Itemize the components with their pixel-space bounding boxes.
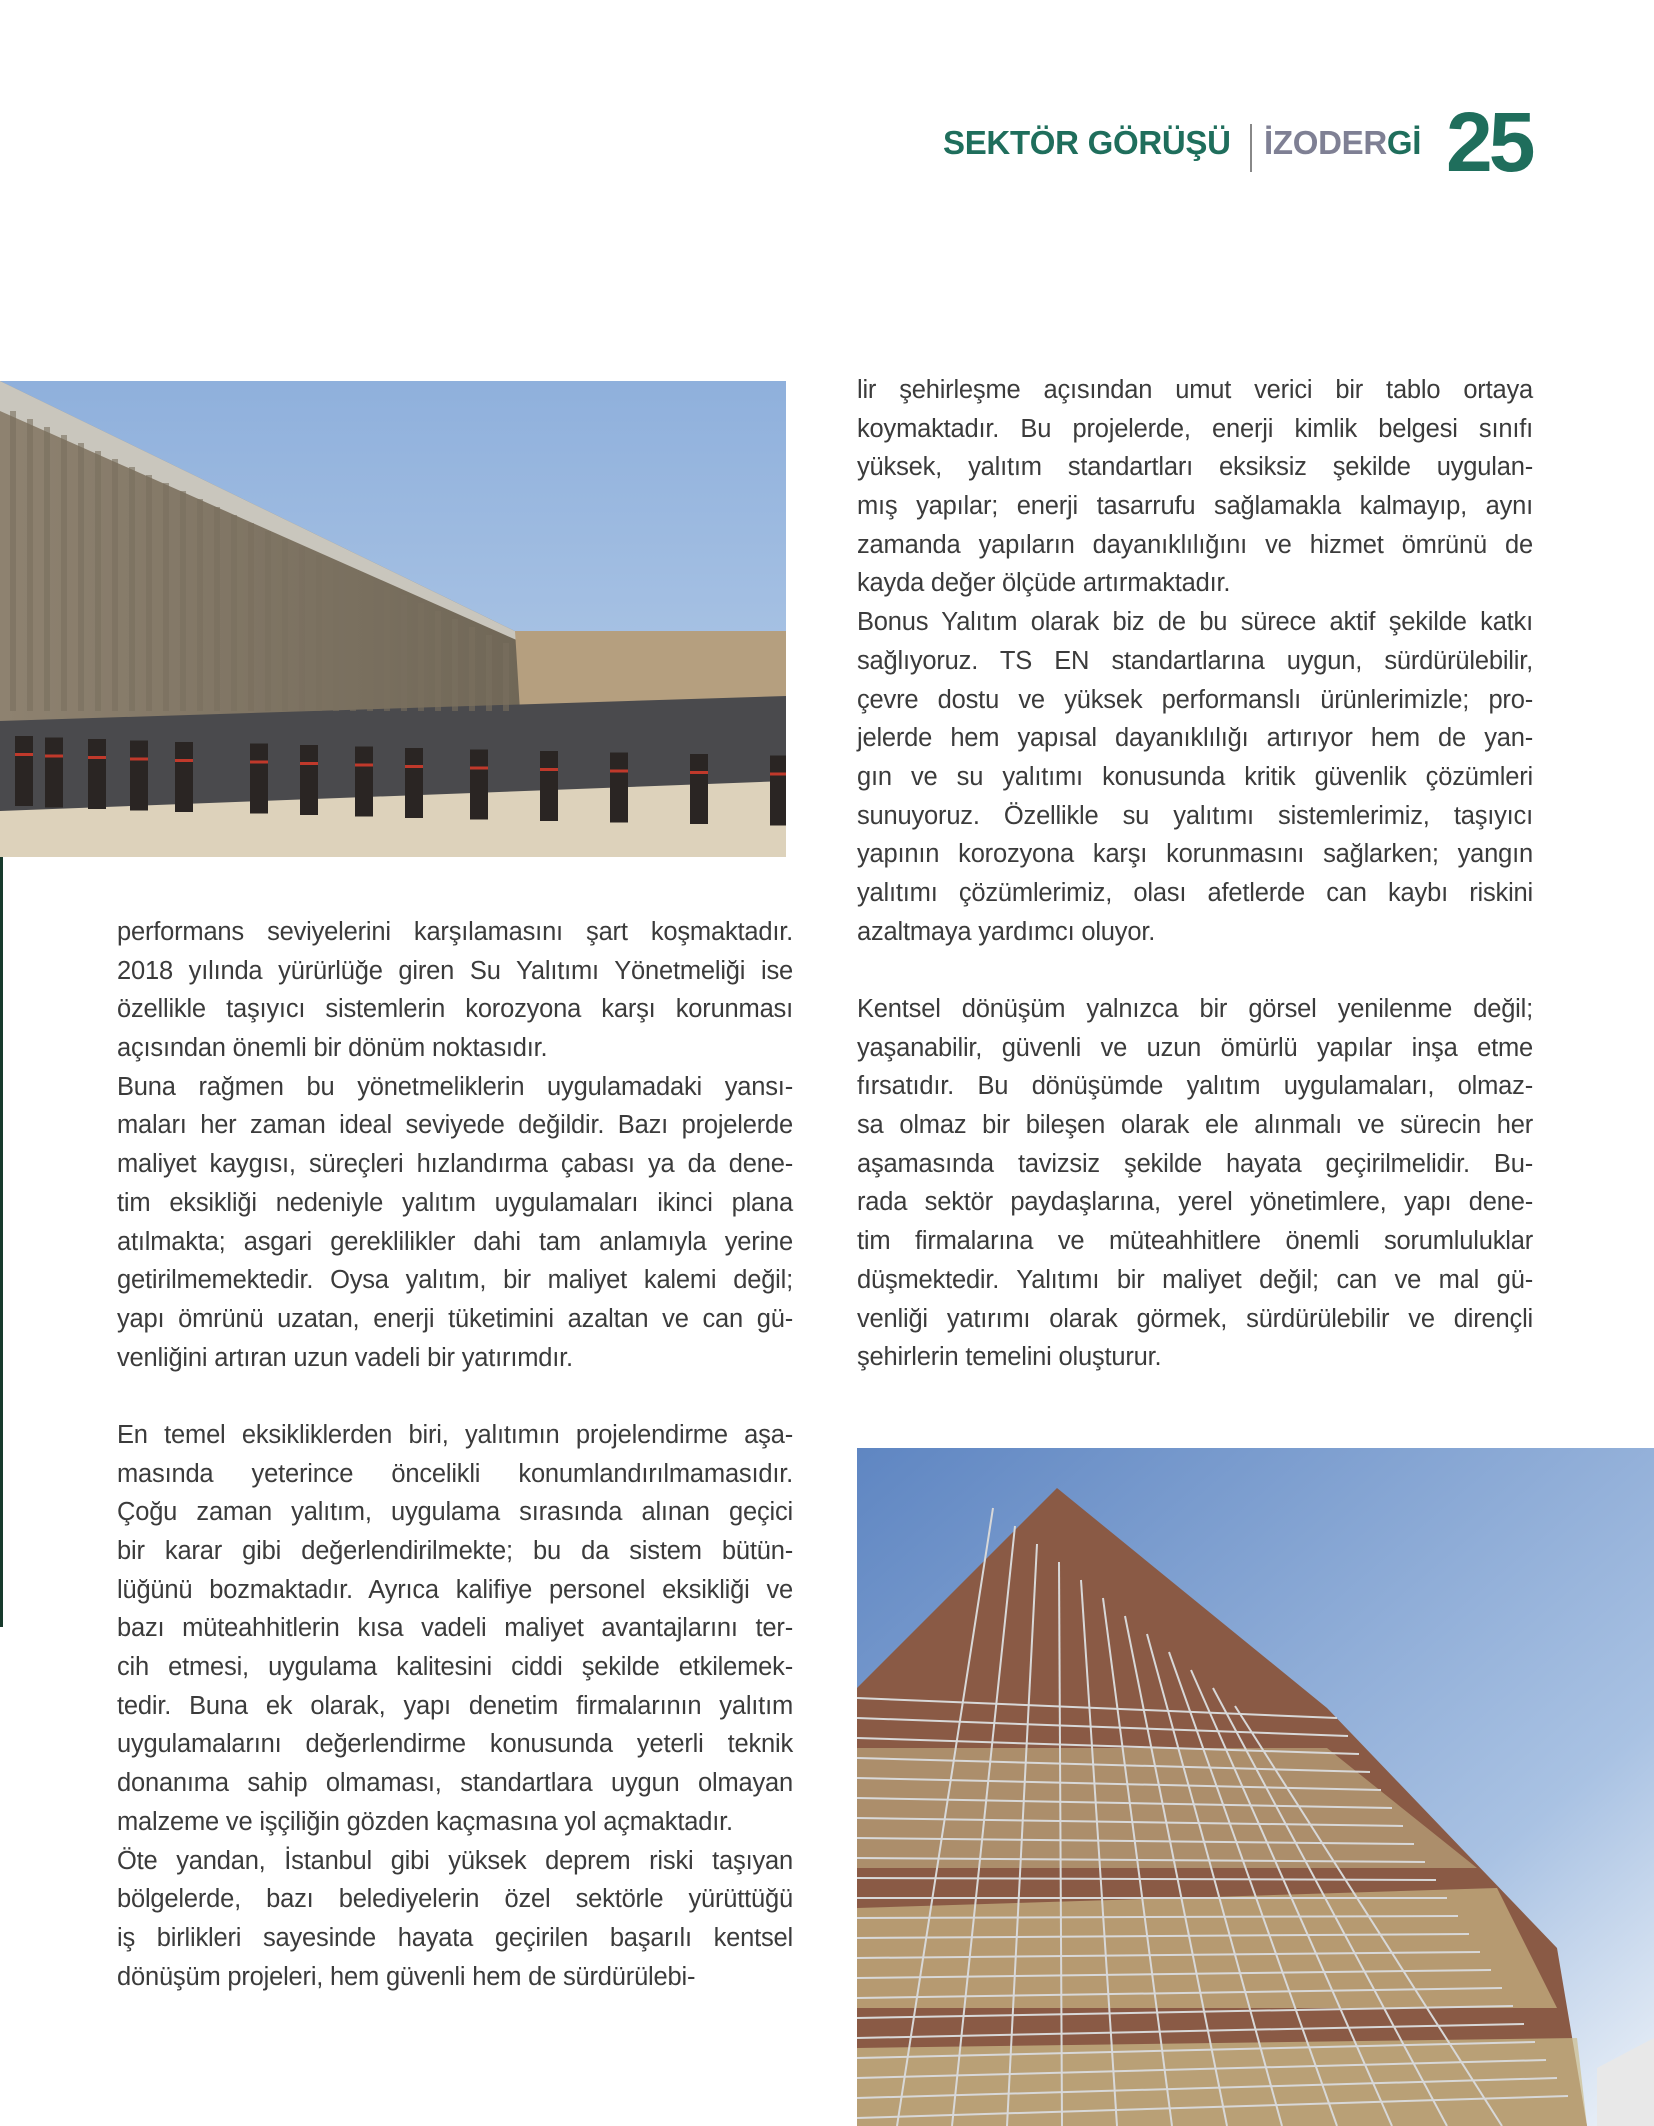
text-line: lir şehirleşme açısından umut verici bir tablo ortaya <box>857 376 1533 404</box>
membrane-roll-stripe <box>610 770 628 773</box>
magazine-logo <box>1264 124 1421 162</box>
wall-pile <box>129 467 135 711</box>
wall-pile <box>435 611 441 711</box>
text-line: tedir. Buna ek olarak, yapı denetim firmalarının yalıtım <box>117 1691 793 1720</box>
membrane-roll-stripe <box>405 765 423 768</box>
wall-pile <box>214 507 220 711</box>
membrane-roll-stripe <box>250 761 268 764</box>
text-line: malzeme ve işçiliğin gözden kaçmasına yol açmaktadır. <box>117 1807 733 1836</box>
paragraph <box>857 603 1533 951</box>
magazine-name-suffix: Gİ <box>1386 124 1422 161</box>
membrane-roll-stripe <box>470 767 488 770</box>
wall-pile <box>44 427 50 711</box>
text-line: mış yapılar; enerji tasarrufu sağlamakla kalmayıp, aynı <box>857 492 1533 521</box>
text-line: sağlıyoruz. TS EN standartlarına uygun, sürdürülebilir, <box>857 646 1533 675</box>
wall-pile <box>299 547 305 711</box>
membrane-roll <box>130 741 148 811</box>
wall-pile <box>333 563 339 711</box>
membrane-roll <box>405 748 423 818</box>
wall-pile <box>197 499 203 711</box>
text-line: koymaktadır. Bu projelerde, enerji kimlik belgesi sınıfı <box>857 414 1533 443</box>
text-line: bir karar gibi değerlendirilmekte; bu da sistem bütün- <box>117 1537 793 1565</box>
wall-pile <box>401 595 407 711</box>
text-line: maliyet kaygısı, süreçleri hızlandırma çabası ya da dene- <box>117 1150 793 1179</box>
text-line: sa olmaz bir bileşen olarak ele alınmalı ve sürecin her <box>857 1111 1533 1140</box>
text-line: tim eksikliği nedeniyle yalıtım uygulamaları ikinci plana <box>117 1188 793 1217</box>
paragraph <box>117 1842 793 1997</box>
membrane-roll <box>610 753 628 823</box>
wall-pile <box>469 627 475 711</box>
membrane-roll <box>540 751 558 821</box>
paragraph <box>857 990 1533 1377</box>
text-line: yapının korozyona karşı korunmasını sağlarken; yangın <box>857 840 1533 869</box>
wall-pile <box>350 571 356 711</box>
text-line: atılmakta; asgari gereklilikler dahi tam anlamıyla yerine <box>117 1227 793 1256</box>
membrane-roll-stripe <box>300 762 318 765</box>
text-line: getirilmemektedir. Oysa yalıtım, bir maliyet kalemi değil; <box>117 1266 793 1295</box>
text-line: uygulamalarını değerlendirme konusunda yeterli teknik <box>117 1730 793 1759</box>
wall-pile <box>78 443 84 711</box>
wall-pile <box>503 643 509 711</box>
wall-pile <box>418 603 424 711</box>
header-divider <box>1250 124 1252 172</box>
wall-pile <box>248 523 254 711</box>
text-line: bölgelerde, bazı belediyelerin özel sektörle yürüttüğü <box>117 1885 793 1914</box>
membrane-roll <box>300 745 318 815</box>
section-title: SEKTÖR GÖRÜŞÜ <box>943 124 1231 161</box>
wall-pile <box>452 619 458 711</box>
wall-pile <box>146 475 152 711</box>
wall-pile <box>180 491 186 711</box>
text-line: aşamasında tavizsiz şekilde hayata geçirilmelidir. Bu- <box>857 1149 1533 1178</box>
wall-pile <box>231 515 237 711</box>
paragraph <box>117 1068 793 1378</box>
text-line: kayda değer ölçüde artırmaktadır. <box>857 569 1231 598</box>
text-line: fırsatıdır. Bu dönüşümde yalıtım uygulamaları, olmaz- <box>857 1072 1533 1101</box>
membrane-roll-stripe <box>770 773 786 776</box>
right-text-column <box>857 371 1533 1377</box>
membrane-roll-stripe <box>15 753 33 756</box>
text-line: açısından önemli bir dönüm noktasıdır. <box>117 1034 548 1063</box>
membrane-roll-stripe <box>88 756 106 759</box>
wall-pile <box>282 539 288 711</box>
text-line: yüksek, yalıtım standartları eksiksiz şekilde uygulan- <box>857 453 1533 482</box>
text-line: Kentsel dönüşüm yalnızca bir görsel yenilenme değil; <box>857 995 1533 1023</box>
magazine-name-prefix: İZODER <box>1264 124 1387 161</box>
text-line: iş birlikleri sayesinde hayata geçirilen başarılı kentsel <box>117 1923 793 1952</box>
wall-pile <box>486 635 492 711</box>
text-line: venliğini artıran uzun vadeli bir yatırımdır. <box>117 1343 573 1372</box>
membrane-roll-stripe <box>540 768 558 771</box>
text-line: Öte yandan, İstanbul gibi yüksek deprem riski taşıyan <box>117 1846 793 1875</box>
text-line: donanıma sahip olmaması, standartlara uygun olmayan <box>117 1769 793 1798</box>
text-line: 2018 yılında yürürlüğe giren Su Yalıtımı Yönetmeliği ise <box>117 956 793 985</box>
paragraph <box>117 913 793 1068</box>
membrane-roll <box>770 756 786 826</box>
text-line: rada sektör paydaşlarına, yerel yönetimlere, yapı dene- <box>857 1188 1533 1217</box>
membrane-roll <box>355 747 373 817</box>
text-line: cih etmesi, uygulama kalitesini ciddi şekilde etkilemek- <box>117 1653 793 1682</box>
membrane-roll-stripe <box>690 771 708 774</box>
left-edge-bar <box>0 857 3 1627</box>
construction-site-photo <box>0 381 786 857</box>
text-line: çevre dostu ve yüksek performanslı ürünlerimizle; pro- <box>857 685 1533 714</box>
membrane-roll <box>88 739 106 809</box>
wall-pile <box>61 435 67 711</box>
left-text-column <box>117 913 793 1996</box>
membrane-roll <box>15 736 33 806</box>
text-line: Bonus Yalıtım olarak biz de bu sürece aktif şekilde katkı <box>857 608 1533 637</box>
text-line: zamanda yapıların dayanıklılığını ve hizmet ömrünü de <box>857 530 1533 559</box>
text-line: maları her zaman ideal seviyede değildir. Bazı projelerde <box>117 1111 793 1140</box>
membrane-roll-stripe <box>175 759 193 762</box>
text-line: Buna rağmen bu yönetmeliklerin uygulamadaki yansı- <box>117 1072 793 1101</box>
text-line: şehirlerin temelini oluşturur. <box>857 1343 1162 1372</box>
page-number: 25 <box>1446 95 1532 189</box>
wall-pile <box>316 555 322 711</box>
paragraph <box>857 371 1533 603</box>
membrane-roll-stripe <box>45 755 63 758</box>
text-line: özellikle taşıyıcı sistemlerin korozyona karşı korunması <box>117 995 793 1024</box>
text-line: masında yeterince öncelikli konumlandırılmamasıdır. <box>117 1459 793 1488</box>
membrane-roll <box>250 744 268 814</box>
membrane-roll-stripe <box>355 764 373 767</box>
text-line: tim firmalarına ve müteahhitlere önemli sorumluluklar <box>857 1227 1533 1256</box>
text-line: yalıtımı çözümlerimiz, olası afetlerde can kaybı riskini <box>857 878 1533 907</box>
membrane-roll <box>175 742 193 812</box>
wall-pile <box>112 459 118 711</box>
high-rise-building-photo <box>857 1448 1654 2126</box>
text-line: Çoğu zaman yalıtım, uygulama sırasında alınan geçici <box>117 1498 793 1527</box>
text-line: azaltmaya yardımcı oluyor. <box>857 917 1156 946</box>
text-line: sunuyoruz. Özellikle su yalıtımı sistemlerimiz, taşıyıcı <box>857 801 1533 830</box>
text-line: bazı müteahhitlerin kısa vadeli maliyet avantajlarını ter- <box>117 1614 793 1643</box>
text-line: yaşanabilir, güvenli ve uzun ömürlü yapılar inşa etme <box>857 1033 1533 1062</box>
paragraph <box>117 1416 793 1842</box>
text-line: venliği yatırımı olarak görmek, sürdürülebilir ve dirençli <box>857 1304 1533 1333</box>
paragraph-gap <box>857 951 1533 990</box>
wall-pile <box>95 451 101 711</box>
membrane-roll <box>470 750 488 820</box>
paragraph-gap <box>117 1377 793 1416</box>
text-line: yapı ömrünü uzatan, enerji tüketimini azaltan ve can gü- <box>117 1304 793 1333</box>
wall-pile <box>367 579 373 711</box>
membrane-roll <box>45 738 63 808</box>
text-line: gın ve su yalıtımı konusunda kritik güvenlik çözümleri <box>857 762 1533 791</box>
text-line: lüğünü bozmaktadır. Ayrıca kalifiye personel eksikliği ve <box>117 1575 793 1604</box>
text-line: jelerde hem yapısal dayanıklılığı artırıyor hem de yan- <box>857 724 1533 753</box>
text-line: performans seviyelerini karşılamasını şart koşmaktadır. <box>117 918 793 946</box>
wall-pile <box>384 587 390 711</box>
text-line: En temel eksikliklerden biri, yalıtımın projelendirme aşa- <box>117 1420 793 1449</box>
membrane-roll <box>690 754 708 824</box>
text-line: dönüşüm projeleri, hem güvenli hem de sürdürülebi- <box>117 1962 696 1991</box>
wall-pile <box>163 483 169 711</box>
text-line: düşmektedir. Yalıtımı bir maliyet değil; can ve mal gü- <box>857 1265 1533 1294</box>
wall-pile <box>10 411 16 711</box>
wall-pile <box>27 419 33 711</box>
wall-pile <box>265 531 271 711</box>
membrane-roll-stripe <box>130 758 148 761</box>
